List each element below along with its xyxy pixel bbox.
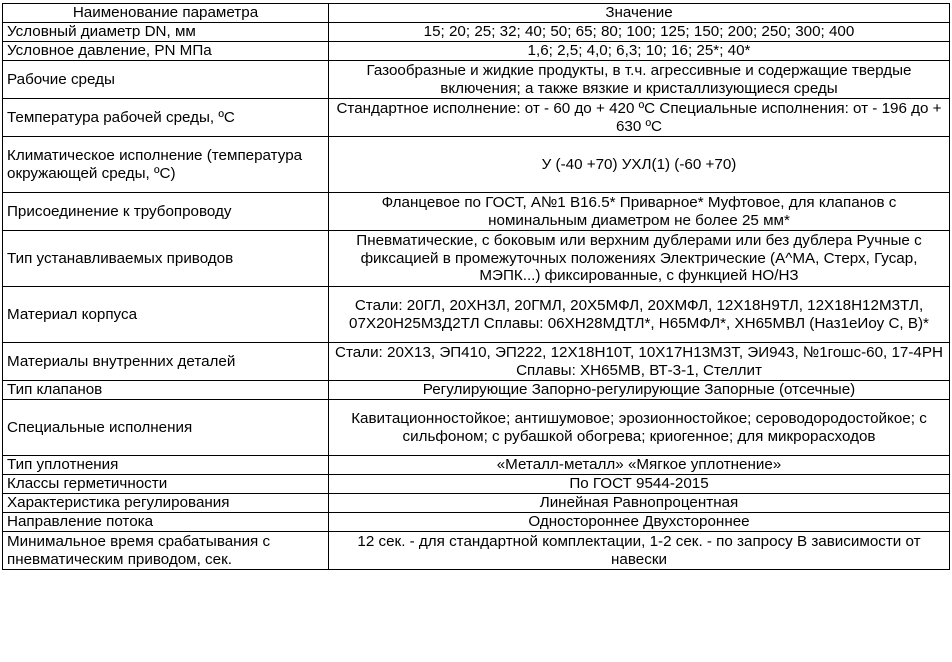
table-row (3, 513, 950, 532)
value-cell: Стали: 20Х13, ЭП410, ЭП222, 12Х18Н10Т, 10Х17Н13М3Т, ЭИ943, №1гошс-60, 17-4РН Сплавы: ХН65МВ, ВТ-3-1, Стеллит (329, 343, 950, 381)
table-row (3, 99, 950, 137)
param-cell: Материал корпуса (3, 287, 329, 343)
param-cell: Температура рабочей среды, ºС (3, 99, 329, 137)
value-cell: У (-40 +70) УХЛ(1) (-60 +70) (329, 137, 950, 193)
table-row (3, 400, 950, 456)
value-cell: Кавитационностойкое; антишумовое; эрозионностойкое; сероводородостойкое; с сильфоном; с рубашкой обогрева; криогенное; для микрорасходов (329, 400, 950, 456)
table-row (3, 61, 950, 99)
table-row (3, 287, 950, 343)
param-cell: Специальные исполнения (3, 400, 329, 456)
value-cell: Линейная Равнопроцентная (329, 494, 950, 513)
table-row (3, 23, 950, 42)
header-param: Наименование параметра (3, 4, 329, 23)
value-cell: 15; 20; 25; 32; 40; 50; 65; 80; 100; 125; 150; 200; 250; 300; 400 (329, 23, 950, 42)
value-cell: По ГОСТ 9544-2015 (329, 475, 950, 494)
table-row (3, 42, 950, 61)
param-cell: Минимальное время срабатывания с пневматическим приводом, сек. (3, 532, 329, 570)
param-cell: Рабочие среды (3, 61, 329, 99)
value-cell: Одностороннее Двухстороннее (329, 513, 950, 532)
value-cell: 12 сек. - для стандартной комплектации, 1-2 сек. - по запросу В зависимости от навески (329, 532, 950, 570)
table-row (3, 343, 950, 381)
value-cell: Газообразные и жидкие продукты, в т.ч. агрессивные и содержащие твердые включения; а также вязкие и кристаллизующиеся среды (329, 61, 950, 99)
param-cell: Тип устанавливаемых приводов (3, 231, 329, 287)
table-row (3, 494, 950, 513)
value-cell: Стандартное исполнение: от - 60 до + 420 ºС Специальные исполнения: от - 196 до + 630 ºС (329, 99, 950, 137)
param-cell: Направление потока (3, 513, 329, 532)
table-row (3, 381, 950, 400)
value-cell: Регулирующие Запорно-регулирующие Запорные (отсечные) (329, 381, 950, 400)
table-header-row (3, 4, 950, 23)
param-cell: Условное давление, PN МПа (3, 42, 329, 61)
table-row (3, 193, 950, 231)
param-cell: Материалы внутренних деталей (3, 343, 329, 381)
param-cell: Характеристика регулирования (3, 494, 329, 513)
value-cell: Фланцевое по ГОСТ, A№1 B16.5* Приварное* Муфтовое, для клапанов с номинальным диаметром не более 25 мм* (329, 193, 950, 231)
table-row (3, 456, 950, 475)
param-cell: Климатическое исполнение (температура окружающей среды, ºС) (3, 137, 329, 193)
param-cell: Тип клапанов (3, 381, 329, 400)
param-cell: Присоединение к трубопроводу (3, 193, 329, 231)
spec-table (2, 3, 950, 570)
value-cell: «Металл-металл» «Мягкое уплотнение» (329, 456, 950, 475)
table-row (3, 475, 950, 494)
param-cell: Тип уплотнения (3, 456, 329, 475)
param-cell: Условный диаметр DN, мм (3, 23, 329, 42)
value-cell: 1,6; 2,5; 4,0; 6,3; 10; 16; 25*; 40* (329, 42, 950, 61)
value-cell: Пневматические, с боковым или верхним дублерами или без дублера Ручные с фиксацией в промежуточных положениях Электрические (А^МА, Стерх, Гусар, МЭПК...) фиксированные, с функцией НО/НЗ (329, 231, 950, 287)
table-row (3, 137, 950, 193)
table-row (3, 231, 950, 287)
table-row (3, 532, 950, 570)
param-cell: Классы герметичности (3, 475, 329, 494)
header-value: Значение (329, 4, 950, 23)
value-cell: Стали: 20ГЛ, 20ХН3Л, 20ГМЛ, 20Х5МФЛ, 20ХМФЛ, 12Х18Н9ТЛ, 12Х18Н12М3ТЛ, 07Х20Н25М3Д2ТЛ Сплавы: 06ХН28МДТЛ*, Н65МФЛ*, ХН65МВЛ (Наз1еИоу С, В)* (329, 287, 950, 343)
